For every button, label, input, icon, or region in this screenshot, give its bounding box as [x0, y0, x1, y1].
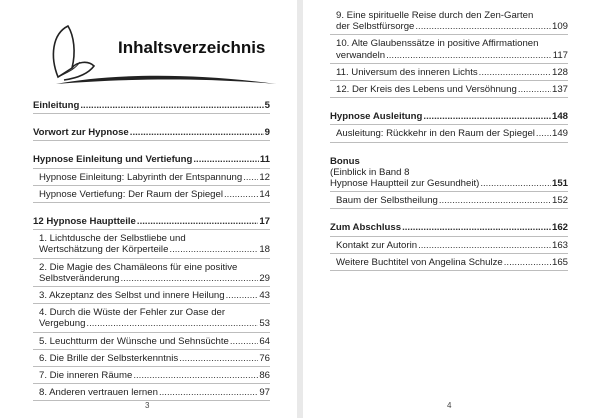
entry-title: Hypnose Einleitung: Labyrinth der Entspannung	[39, 171, 243, 183]
toc-entry-h7[interactable]	[33, 370, 270, 384]
entry-title: Ausleitung: Rückkehr in den Raum der Spiegel	[336, 128, 535, 140]
entry-page: 165	[551, 256, 568, 268]
entry-page: 18	[259, 244, 270, 256]
toc-entry-einleitung[interactable]	[33, 100, 270, 114]
entry-page: 151	[551, 178, 568, 190]
entry-page: 43	[259, 290, 270, 302]
toc-entry-h12[interactable]	[330, 84, 568, 98]
entry-title-line2: Vergebung	[39, 318, 86, 330]
toc-entry-h9[interactable]	[330, 10, 568, 35]
entry-title-line2: der Selbstfürsorge	[336, 21, 415, 33]
entry-title: 8. Anderen vertrauen lernen	[39, 387, 158, 399]
entry-page: 149	[551, 128, 568, 140]
entry-title-line2: Wertschätzung der Körperteile	[39, 244, 169, 256]
toc-list-left	[33, 100, 270, 404]
entry-title: 3. Akzeptanz des Selbst und innere Heilung	[39, 290, 225, 302]
entry-title: Kontakt zur Autorin	[336, 239, 418, 251]
toc-entry-weitere[interactable]	[330, 257, 568, 271]
toc-entry-ausleitung-sub[interactable]	[330, 128, 568, 142]
left-page	[0, 0, 297, 418]
toc-entry-h3[interactable]	[33, 290, 270, 304]
toc-entry-hauptteile[interactable]	[33, 216, 270, 230]
entry-page: 162	[551, 222, 568, 234]
entry-page: 5	[264, 100, 270, 111]
entry-page: 17	[259, 216, 270, 228]
entry-title: Hypnose Ausleitung	[330, 111, 423, 123]
entry-page: 9	[264, 127, 270, 139]
toc-entry-baum[interactable]	[330, 195, 568, 209]
entry-page: 97	[259, 387, 270, 399]
page-number: 3	[145, 401, 150, 410]
toc-entry-abschluss[interactable]	[330, 222, 568, 236]
entry-page: 152	[551, 195, 568, 207]
entry-title: Baum der Selbstheilung	[336, 195, 438, 207]
entry-title-line1: Bonus	[330, 155, 360, 167]
toc-entry-raum-spiegel[interactable]	[33, 189, 270, 203]
toc-entry-h1[interactable]	[33, 233, 270, 258]
entry-page: 128	[551, 66, 568, 78]
entry-page: 29	[259, 272, 270, 284]
entry-title-line1: 9. Eine spirituelle Reise durch den Zen-Garten	[336, 10, 534, 21]
entry-page: 64	[259, 335, 270, 347]
page-number: 4	[447, 401, 452, 410]
entry-title: Vorwort zur Hypnose	[33, 127, 129, 139]
entry-page: 86	[259, 370, 270, 382]
entry-title: Hypnose Einleitung und Vertiefung	[33, 154, 193, 166]
entry-title-line1: 2. Die Magie des Chamäleons für eine positive	[39, 261, 238, 273]
toc-entry-h4[interactable]	[33, 307, 270, 332]
entry-title: 11. Universum des inneren Lichts	[336, 66, 478, 78]
entry-title: 6. Die Brille der Selbsterkenntnis	[39, 352, 179, 364]
toc-entry-h2[interactable]	[33, 262, 270, 287]
entry-page: 163	[551, 239, 568, 251]
entry-page: 14	[259, 188, 270, 200]
toc-entry-vorwort[interactable]	[33, 127, 270, 141]
toc-entry-h6[interactable]	[33, 353, 270, 367]
entry-title: 5. Leuchtturm der Wünsche und Sehnsüchte	[39, 335, 229, 347]
entry-page: 53	[259, 318, 270, 330]
toc-list-right	[330, 10, 568, 274]
entry-title-line2: Selbstveränderung	[39, 272, 120, 284]
entry-title: 12 Hypnose Hauptteile	[33, 216, 136, 228]
toc-entry-h10[interactable]	[330, 38, 568, 63]
entry-page: 117	[552, 49, 568, 61]
entry-page: 109	[551, 21, 568, 33]
toc-entry-ausleitung[interactable]	[330, 111, 568, 125]
toc-entry-hypnose-einleitung[interactable]	[33, 154, 270, 168]
toc-entry-h8[interactable]	[33, 387, 270, 401]
entry-title-line1: 4. Durch die Wüste der Fehler zur Oase der	[39, 307, 226, 319]
toc-title: Inhaltsverzeichnis	[118, 38, 266, 57]
entry-title-line2: verwandeln	[336, 49, 386, 61]
toc-entry-bonus[interactable]	[330, 156, 568, 193]
entry-page: 148	[551, 111, 568, 123]
entry-title-line2: (Einblick in Band 8	[330, 166, 410, 178]
toc-entry-labyrinth[interactable]	[33, 172, 270, 186]
entry-title: 12. Der Kreis des Lebens und Versöhnung	[336, 84, 517, 96]
entry-page: 11	[259, 154, 270, 166]
entry-page: 12	[259, 171, 270, 183]
entry-title: Einleitung	[33, 100, 80, 111]
right-page	[303, 0, 600, 418]
entry-title-line1: 10. Alte Glaubenssätze in positive Affirmationen	[336, 38, 539, 50]
entry-page: 76	[259, 352, 270, 364]
entry-page: 137	[551, 84, 568, 96]
entry-title: Hypnose Vertiefung: Der Raum der Spiegel	[39, 188, 223, 200]
entry-title-line3: Hypnose Hauptteil zur Gesundheit)	[330, 178, 480, 190]
entry-title-line1: 1. Lichtdusche der Selbstliebe und	[39, 233, 186, 245]
entry-title: Zum Abschluss	[330, 222, 402, 234]
entry-title: 7. Die inneren Räume	[39, 370, 133, 382]
entry-title: Weitere Buchtitel von Angelina Schulze	[336, 256, 503, 268]
toc-entry-h11[interactable]	[330, 67, 568, 81]
toc-entry-kontakt[interactable]	[330, 240, 568, 254]
toc-entry-h5[interactable]	[33, 336, 270, 350]
